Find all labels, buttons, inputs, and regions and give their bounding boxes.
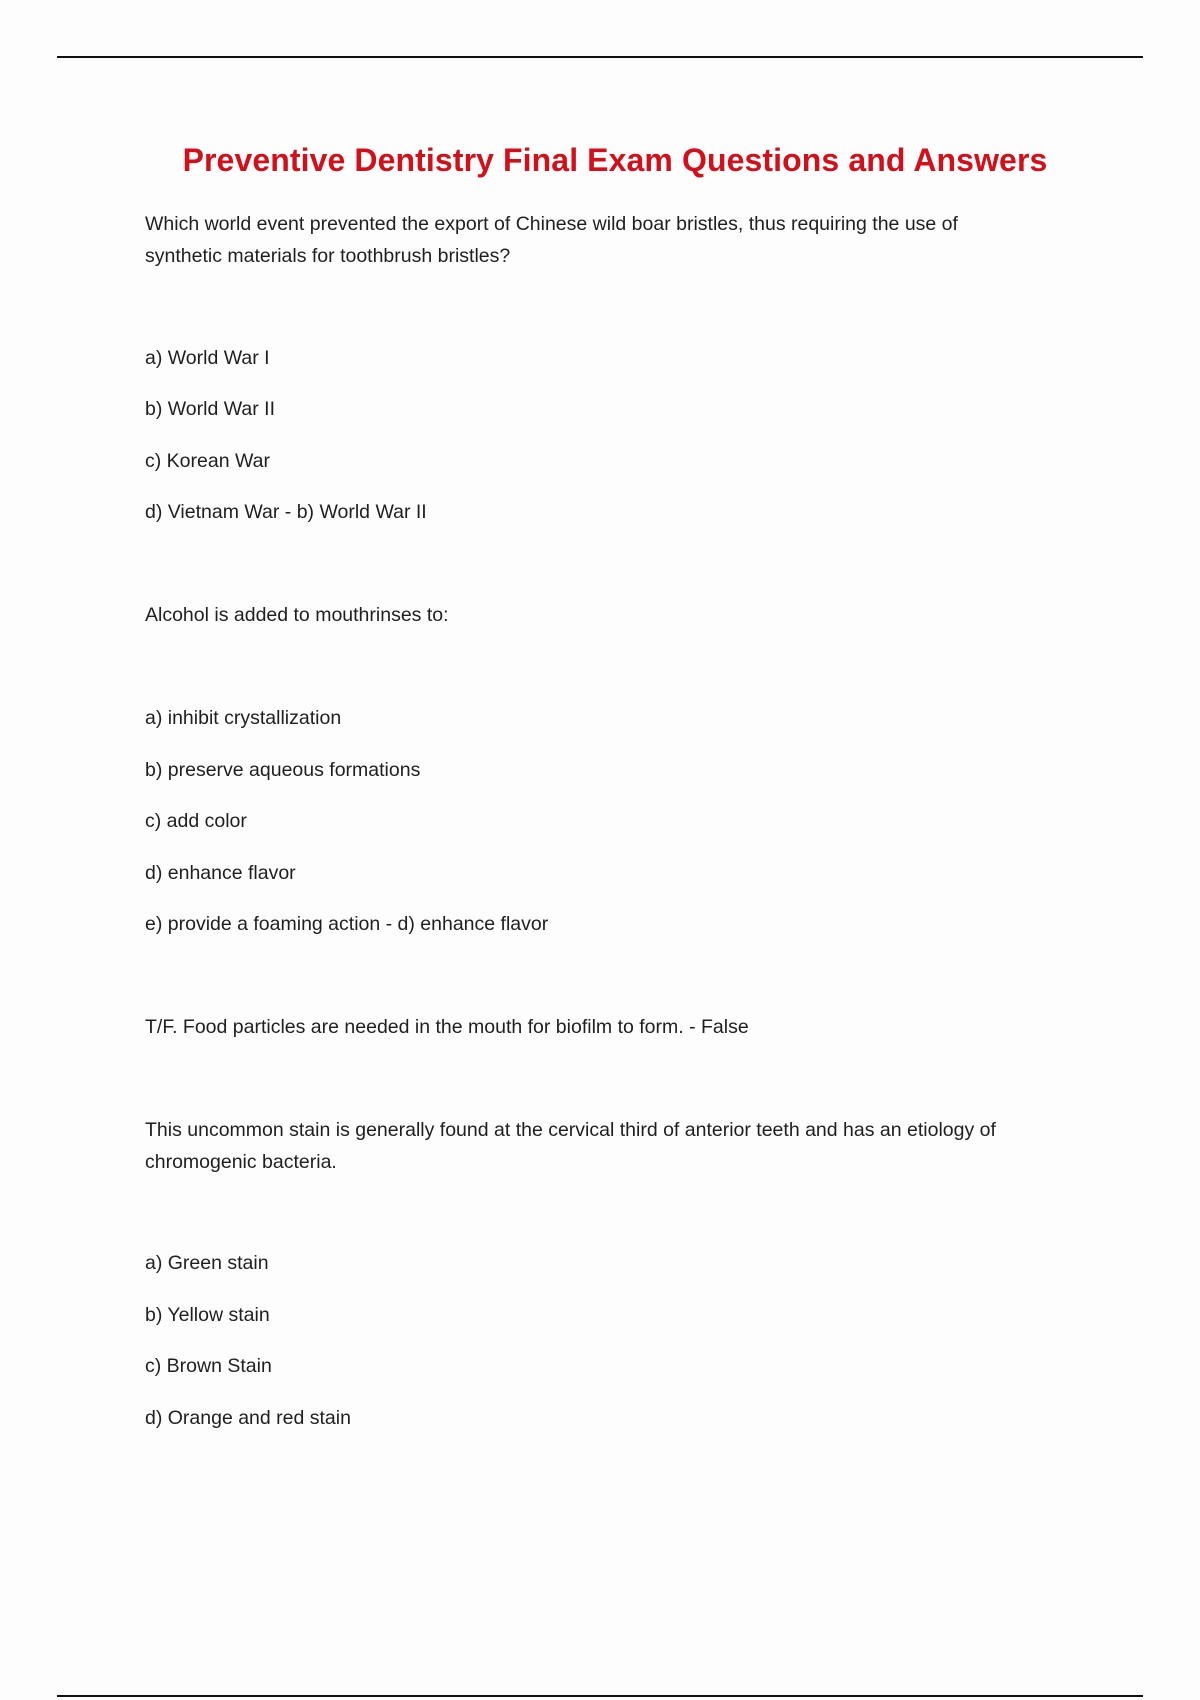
question-1-option-d-answer: d) Vietnam War - b) World War II	[145, 501, 427, 523]
question-2-prompt: Alcohol is added to mouthrinses to:	[145, 604, 449, 626]
question-2-option-e-answer: e) provide a foaming action - d) enhance flavor	[145, 913, 549, 935]
question-4-prompt-line-1: This uncommon stain is generally found at the cervical third of anterior teeth and has an etiology of	[145, 1119, 996, 1141]
top-rule	[57, 56, 1143, 58]
question-4-option-d: d) Orange and red stain	[145, 1407, 351, 1429]
question-1-option-c: c) Korean War	[145, 450, 270, 472]
document-title: Preventive Dentistry Final Exam Questions and Answers	[182, 142, 1048, 178]
question-1-prompt-line-2: synthetic materials for toothbrush bristles?	[145, 245, 511, 267]
question-4-option-a: a) Green stain	[145, 1252, 269, 1274]
question-2-option-a: a) inhibit crystallization	[145, 707, 342, 729]
question-4-prompt-line-2: chromogenic bacteria.	[145, 1151, 337, 1173]
question-2-option-b: b) preserve aqueous formations	[145, 759, 421, 781]
question-1-option-b: b) World War II	[145, 398, 276, 420]
question-3-prompt-answer: T/F. Food particles are needed in the mouth for biofilm to form. - False	[145, 1016, 749, 1038]
bottom-rule	[57, 1695, 1143, 1697]
question-2-option-d: d) enhance flavor	[145, 862, 296, 884]
question-4-option-b: b) Yellow stain	[145, 1304, 270, 1326]
question-2-option-c: c) add color	[145, 810, 247, 832]
question-1-option-a: a) World War I	[145, 347, 270, 369]
question-1-prompt-line-1: Which world event prevented the export of Chinese wild boar bristles, thus requiring the use of	[145, 213, 958, 235]
question-4-option-c: c) Brown Stain	[145, 1355, 272, 1377]
